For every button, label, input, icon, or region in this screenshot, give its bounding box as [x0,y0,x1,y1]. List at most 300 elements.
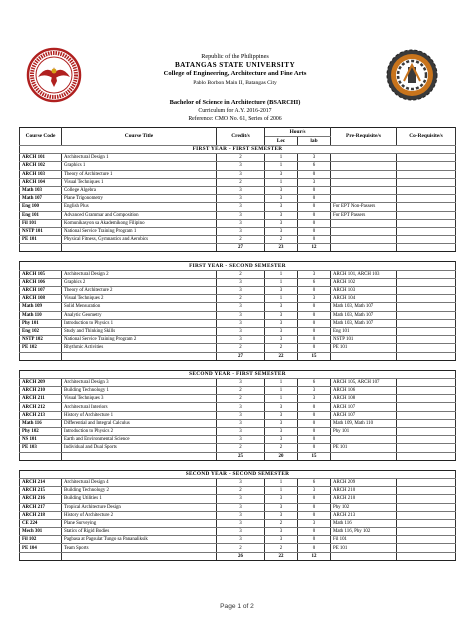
total-spacer [62,452,217,460]
course-code: ARCH 217 [20,503,62,511]
course-credits: 2 [217,387,265,395]
course-prerequisite: PE 101 [331,444,397,452]
total-lab: 12 [298,552,331,560]
course-credits: 3 [217,419,265,427]
course-lab-hours: 3 [298,395,331,403]
course-title: Building Technology 1 [62,387,217,395]
course-row [20,311,456,319]
course-row [20,319,456,327]
course-corequisite [397,387,456,395]
course-corequisite [397,203,456,211]
course-lec-hours: 3 [265,495,298,503]
course-code: ARCH 216 [20,495,62,503]
course-code: Math 109 [20,303,62,311]
course-row [20,495,456,503]
course-corequisite [397,311,456,319]
course-lec-hours: 1 [265,270,298,278]
course-title: Analytic Geometry [62,311,217,319]
course-credits: 3 [217,436,265,444]
course-lab-hours: 3 [298,154,331,162]
course-code: NSTP 101 [20,227,62,235]
course-prerequisite: For EPT Passers [331,211,397,219]
total-spacer [62,552,217,560]
course-credits: 3 [217,227,265,235]
course-prerequisite: Math 116 [331,519,397,527]
course-title: Architectural Design 2 [62,270,217,278]
course-prerequisite [331,219,397,227]
course-row [20,278,456,286]
semester-heading-row [20,262,456,270]
course-lec-hours: 3 [265,528,298,536]
course-lec-hours: 1 [265,178,298,186]
col-header-prereq: Pre-Requisite/s [331,128,397,146]
course-credits: 2 [217,444,265,452]
total-spacer [397,352,456,360]
course-title: Visual Techniques 3 [62,395,217,403]
course-lab-hours: 3 [298,270,331,278]
course-lab-hours: 3 [298,387,331,395]
course-title: Architectural Design 3 [62,378,217,386]
course-prerequisite: Phy 102 [331,503,397,511]
course-row [20,203,456,211]
course-row [20,511,456,519]
course-title: Architectural Design 1 [62,154,217,162]
course-prerequisite [331,178,397,186]
course-prerequisite: Math 103, Math 107 [331,311,397,319]
cmo-reference: Reference: CMO No. 61, Series of 2006 [188,116,282,122]
course-credits: 2 [217,544,265,552]
course-credits: 2 [217,487,265,495]
total-spacer [397,452,456,460]
course-row [20,436,456,444]
course-row [20,444,456,452]
course-prerequisite: Math 103, Math 107 [331,319,397,327]
course-title: Earth and Environmental Science [62,436,217,444]
course-code: ARCH 103 [20,170,62,178]
course-title: Graphics 1 [62,162,217,170]
course-lab-hours: 0 [298,536,331,544]
course-row [20,478,456,486]
course-lab-hours: 6 [298,378,331,386]
semester-heading-row [20,370,456,378]
course-corequisite [397,428,456,436]
course-lec-hours: 3 [265,411,298,419]
course-lab-hours: 0 [298,344,331,352]
course-row [20,162,456,170]
course-row [20,227,456,235]
course-title: National Service Training Program 2 [62,336,217,344]
course-code: ARCH 108 [20,295,62,303]
total-spacer [20,352,62,360]
course-title: Architectural Interiors [62,403,217,411]
course-corequisite [397,528,456,536]
course-title: Physical Fitness, Gymnastics and Aerobics [62,236,217,244]
course-title: Theory of Architecture 2 [62,287,217,295]
course-corequisite [397,170,456,178]
course-row [20,536,456,544]
course-lab-hours: 0 [298,311,331,319]
course-code: Math 110 [20,311,62,319]
course-corequisite [397,303,456,311]
course-corequisite [397,162,456,170]
semester-gap [20,460,456,470]
course-lab-hours: 0 [298,436,331,444]
course-code: ARCH 107 [20,287,62,295]
course-lab-hours: 0 [298,319,331,327]
total-spacer [397,244,456,252]
course-corequisite [397,519,456,527]
course-corequisite [397,219,456,227]
semester-total-row [20,552,456,560]
course-lec-hours: 3 [265,327,298,335]
gap-cell [20,360,456,370]
course-lab-hours: 0 [298,227,331,235]
course-lec-hours: 2 [265,544,298,552]
course-credits: 2 [217,395,265,403]
course-code: PE 104 [20,544,62,552]
course-prerequisite: Math 103, Math 107 [331,303,397,311]
course-lec-hours: 3 [265,419,298,427]
total-credits: 25 [217,452,265,460]
college-name: College of Engineering, Architecture and Fine Arts [163,70,307,77]
course-lab-hours: 0 [298,528,331,536]
course-corequisite [397,444,456,452]
course-credits: 3 [217,319,265,327]
course-lec-hours: 3 [265,311,298,319]
course-code: ARCH 104 [20,178,62,186]
total-spacer [331,452,397,460]
course-row [20,178,456,186]
total-lab: 15 [298,452,331,460]
course-credits: 3 [217,503,265,511]
total-spacer [20,452,62,460]
college-gear-seal-icon [384,47,440,103]
course-credits: 2 [217,154,265,162]
course-lab-hours: 3 [298,295,331,303]
course-code: CE 224 [20,519,62,527]
curriculum-body [20,146,456,561]
course-row [20,287,456,295]
course-corequisite [397,536,456,544]
course-row [20,336,456,344]
course-lec-hours: 1 [265,278,298,286]
university-seal-icon [26,47,82,103]
course-lec-hours: 3 [265,511,298,519]
course-row [20,170,456,178]
course-lab-hours: 0 [298,419,331,427]
course-credits: 3 [217,336,265,344]
university-name: BATANGAS STATE UNIVERSITY [174,61,296,69]
course-title: Theory of Architecture 1 [62,170,217,178]
course-corequisite [397,195,456,203]
course-credits: 2 [217,178,265,186]
course-lab-hours: 0 [298,428,331,436]
course-title: Differential and Integral Calculus [62,419,217,427]
course-row [20,219,456,227]
course-lec-hours: 3 [265,336,298,344]
course-title: Individual and Dual Sports [62,444,217,452]
course-credits: 3 [217,327,265,335]
course-prerequisite: Math 109, Math 110 [331,419,397,427]
gap-cell [20,252,456,262]
semester-total-row [20,452,456,460]
course-title: English Plus [62,203,217,211]
course-credits: 3 [217,511,265,519]
total-spacer [331,352,397,360]
campus-address: Pablo Borbon Main II, Batangas City [193,80,277,86]
course-corequisite [397,336,456,344]
course-code: ARCH 212 [20,403,62,411]
semester-total-row [20,244,456,252]
course-prerequisite [331,227,397,235]
course-row [20,303,456,311]
course-lab-hours: 0 [298,503,331,511]
course-corequisite [397,503,456,511]
course-corequisite [397,395,456,403]
course-prerequisite: ARCH 209 [331,478,397,486]
course-prerequisite: PE 101 [331,544,397,552]
course-code: PE 102 [20,344,62,352]
course-lab-hours: 3 [298,519,331,527]
course-lec-hours: 1 [265,387,298,395]
course-prerequisite: ARCH 107 [331,403,397,411]
course-lec-hours: 3 [265,403,298,411]
course-credits: 3 [217,278,265,286]
course-credits: 3 [217,428,265,436]
course-row [20,544,456,552]
course-lab-hours: 0 [298,336,331,344]
course-title: Tropical Architecture Design [62,503,217,511]
course-prerequisite: Fil 101 [331,536,397,544]
course-credits: 3 [217,162,265,170]
course-corequisite [397,487,456,495]
course-code: ARCH 210 [20,387,62,395]
course-code: Fil 101 [20,219,62,227]
course-title: Solid Mensuration [62,303,217,311]
col-header-title: Course Title [62,128,217,146]
course-row [20,528,456,536]
course-code: Math 116 [20,419,62,427]
course-lab-hours: 0 [298,219,331,227]
course-row [20,211,456,219]
course-title: Rhythmic Activities [62,344,217,352]
course-corequisite [397,319,456,327]
course-lec-hours: 3 [265,319,298,327]
course-row [20,236,456,244]
course-row [20,428,456,436]
course-title: Study and Thinking Skills [62,327,217,335]
course-corequisite [397,436,456,444]
course-credits: 3 [217,519,265,527]
gap-cell [20,460,456,470]
course-corequisite [397,478,456,486]
course-prerequisite: ARCH 213 [331,511,397,519]
course-lec-hours: 2 [265,519,298,527]
course-code: Phy 101 [20,319,62,327]
republic-line: Republic of the Philippines [201,53,269,60]
course-row [20,270,456,278]
course-code: Eng 102 [20,327,62,335]
course-lec-hours: 3 [265,195,298,203]
course-corequisite [397,287,456,295]
course-lec-hours: 2 [265,444,298,452]
col-header-hours: Hour/s [265,128,331,137]
total-spacer [20,552,62,560]
course-lec-hours: 2 [265,344,298,352]
col-header-credits: Credit/s [217,128,265,146]
course-prerequisite: ARCH 101, ARCH 103 [331,270,397,278]
course-code: ARCH 106 [20,278,62,286]
course-credits: 3 [217,378,265,386]
total-lec: 23 [265,244,298,252]
course-title: Introduction to Physics 1 [62,319,217,327]
course-code: NSTP 102 [20,336,62,344]
total-credits: 26 [217,552,265,560]
semester-gap [20,360,456,370]
course-corequisite [397,344,456,352]
course-row [20,503,456,511]
course-lec-hours: 2 [265,236,298,244]
course-credits: 3 [217,186,265,194]
course-corequisite [397,327,456,335]
course-corequisite [397,378,456,386]
course-row [20,387,456,395]
course-lec-hours: 3 [265,303,298,311]
course-corequisite [397,495,456,503]
course-lec-hours: 3 [265,211,298,219]
course-lec-hours: 3 [265,219,298,227]
course-prerequisite: ARCH 102 [331,278,397,286]
course-lec-hours: 3 [265,287,298,295]
course-corequisite [397,178,456,186]
course-title: Advanced Grammar and Composition [62,211,217,219]
course-lec-hours: 3 [265,186,298,194]
course-lec-hours: 3 [265,227,298,235]
course-row [20,519,456,527]
course-code: ARCH 102 [20,162,62,170]
course-row [20,378,456,386]
course-lec-hours: 1 [265,395,298,403]
course-code: PE 101 [20,236,62,244]
semester-heading-row [20,470,456,478]
course-lab-hours: 0 [298,170,331,178]
course-title: College Algebra [62,186,217,194]
course-credits: 3 [217,211,265,219]
semester-gap [20,252,456,262]
total-spacer [20,244,62,252]
total-spacer [62,352,217,360]
course-credits: 3 [217,478,265,486]
course-credits: 3 [217,287,265,295]
course-prerequisite: Math 116, Phy 102 [331,528,397,536]
course-prerequisite: For EPT Non-Passers [331,203,397,211]
course-prerequisite: ARCH 104 [331,295,397,303]
course-lec-hours: 3 [265,428,298,436]
course-lab-hours: 0 [298,411,331,419]
course-row [20,327,456,335]
course-prerequisite: ARCH 106 [331,387,397,395]
course-corequisite [397,544,456,552]
course-prerequisite: ARCH 210 [331,495,397,503]
course-lec-hours: 3 [265,436,298,444]
course-lab-hours: 0 [298,544,331,552]
course-title: Visual Techniques 2 [62,295,217,303]
course-row [20,395,456,403]
course-title: Graphics 2 [62,278,217,286]
course-credits: 3 [217,403,265,411]
course-prerequisite: NSTP 101 [331,336,397,344]
course-prerequisite [331,162,397,170]
course-prerequisite [331,170,397,178]
course-code: Math 107 [20,195,62,203]
course-corequisite [397,419,456,427]
col-header-lab: lab [298,137,331,146]
course-title: Statics of Rigid Bodies [62,528,217,536]
total-spacer [331,552,397,560]
semester-title: FIRST YEAR - FIRST SEMESTER [20,146,456,154]
course-lec-hours: 1 [265,295,298,303]
course-corequisite [397,411,456,419]
course-credits: 3 [217,303,265,311]
course-code: Math 103 [20,186,62,194]
course-prerequisite [331,195,397,203]
course-lec-hours: 1 [265,487,298,495]
course-title: Architectural Design 4 [62,478,217,486]
course-lec-hours: 1 [265,378,298,386]
course-lab-hours: 3 [298,178,331,186]
course-credits: 3 [217,528,265,536]
course-prerequisite: PE 101 [331,344,397,352]
total-lec: 22 [265,552,298,560]
course-lab-hours: 0 [298,511,331,519]
course-credits: 2 [217,295,265,303]
course-lab-hours: 6 [298,278,331,286]
course-lec-hours: 1 [265,478,298,486]
course-lab-hours: 0 [298,327,331,335]
course-row [20,403,456,411]
course-row [20,154,456,162]
course-lab-hours: 6 [298,478,331,486]
course-lec-hours: 3 [265,503,298,511]
course-code: ARCH 218 [20,511,62,519]
course-lec-hours: 1 [265,162,298,170]
course-title: Building Technology 2 [62,487,217,495]
semester-title: SECOND YEAR - FIRST SEMESTER [20,370,456,378]
course-row [20,487,456,495]
course-code: ARCH 213 [20,411,62,419]
total-lec: 22 [265,352,298,360]
course-lec-hours: 1 [265,154,298,162]
course-corequisite [397,211,456,219]
course-code: ARCH 214 [20,478,62,486]
course-prerequisite: Phy 101 [331,428,397,436]
col-header-lec: Lec [265,137,298,146]
course-prerequisite: ARCH 108 [331,395,397,403]
course-title: National Service Training Program 1 [62,227,217,235]
total-lab: 15 [298,352,331,360]
course-title: History of Architecture 1 [62,411,217,419]
course-title: Building Utilities 1 [62,495,217,503]
course-prerequisite: ARCH 103 [331,287,397,295]
course-title: Team Sports [62,544,217,552]
col-header-code: Course Code [20,128,62,146]
course-code: Eng 101 [20,211,62,219]
course-corequisite [397,186,456,194]
course-lab-hours: 3 [298,487,331,495]
course-title: Pagbasa at Pagsulat Tungo sa Pananaliksik [62,536,217,544]
course-corequisite [397,295,456,303]
course-credits: 2 [217,236,265,244]
